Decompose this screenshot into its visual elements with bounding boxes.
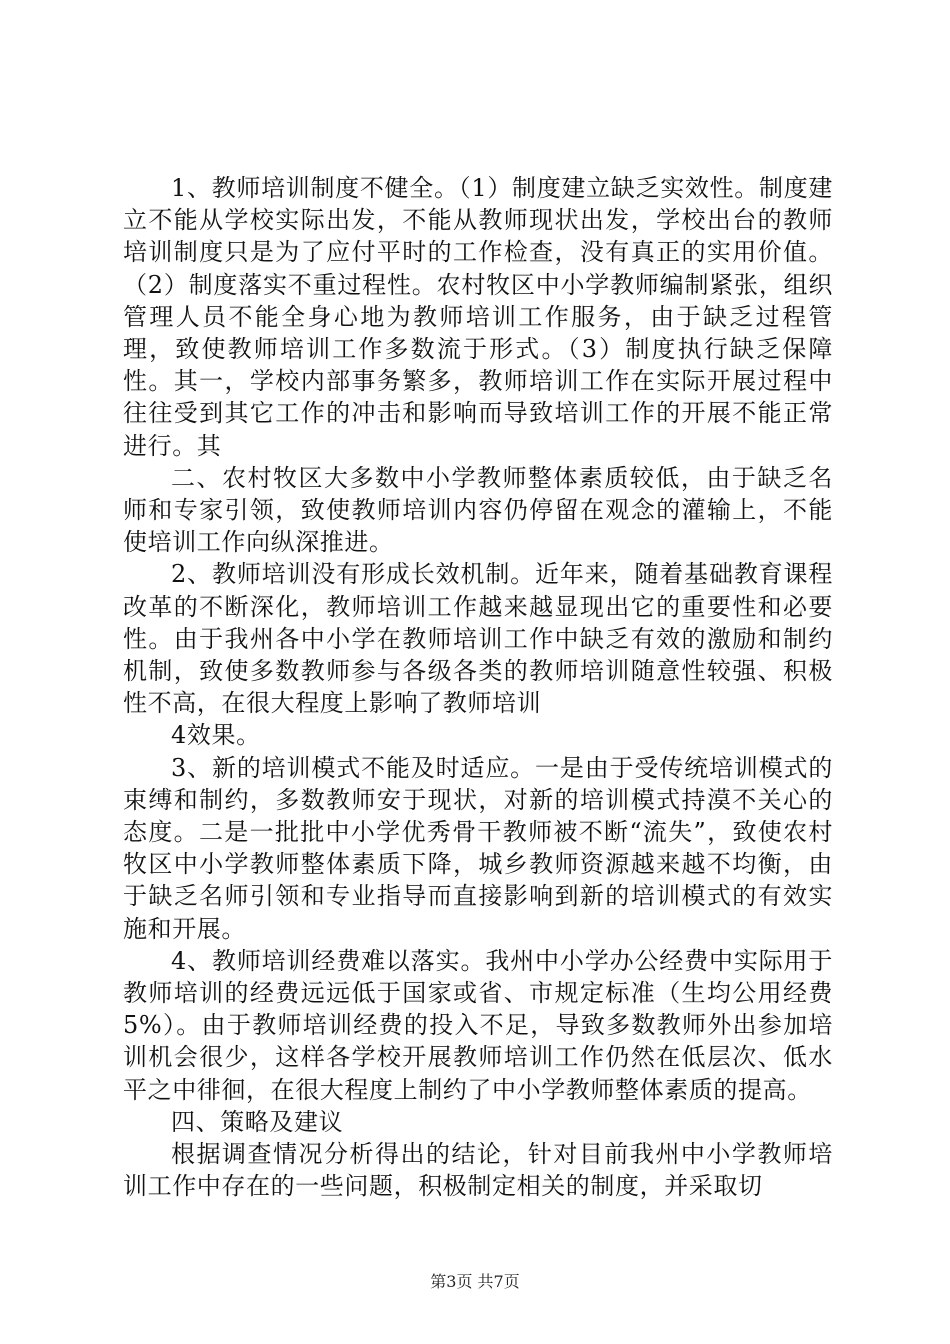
paragraph-conclusion: 根据调查情况分析得出的结论，针对目前我州中小学教师培训工作中存在的一些问题，积极制定相关的制度，并采取切: [123, 1140, 833, 1201]
section-heading-strategy: 四、策略及建议: [171, 1107, 344, 1136]
paragraph-teacher-quality: 二、农村牧区大多数中小学教师整体素质较低，由于缺乏名师和专家引领，致使教师培训内容仍停留在观念的灌输上，不能使培训工作向纵深推进。: [123, 463, 833, 557]
paragraph-long-term-mechanism: 2、教师培训没有形成长效机制。近年来，随着基础教育课程改革的不断深化，教师培训工作越来越显现出它的重要性和必要性。由于我州各中小学在教师培训工作中缺乏有效的激励和制约机制，致使多数教师参与各级各类的教师培训随意性较强、积极性不高，在很大程度上影响了教师培训: [123, 560, 833, 718]
paragraph-training-mode: 3、新的培训模式不能及时适应。一是由于受传统培训模式的束缚和制约，多数教师安于现状，对新的培训模式持漠不关心的态度。二是一批批中小学优秀骨干教师被不断“流失”，致使农村牧区中小学教师整体素质下降，城乡教师资源越来越不均衡，由于缺乏名师引领和专业指导而直接影响到新的培训模式的有效实施和开展。: [123, 753, 833, 943]
paragraph-training-funds: 4、教师培训经费难以落实。我州中小学办公经费中实际用于教师培训的经费远远低于国家或省、市规定标准（生均公用经费5%）。由于教师培训经费的投入不足，导致多数教师外出参加培训机会很少，这样各学校开展教师培训工作仍然在低层次、低水平之中徘徊，在很大程度上制约了中小学教师整体素质的提高。: [123, 946, 833, 1104]
paragraph-effect: 4效果。: [171, 721, 261, 750]
document-body: [123, 172, 833, 1203]
page-number-footer: 第3页 共7页: [430, 1272, 520, 1291]
paragraph-training-system: 1、教师培训制度不健全。（1）制度建立缺乏实效性。制度建立不能从学校实际出发，不能从教师现状出发，学校出台的教师培训制度只是为了应付平时的工作检查，没有真正的实用价值。（2）制度落实不重过程性。农村牧区中小学教师编制紧张，组织管理人员不能全身心地为教师培训工作服务，由于缺乏过程管理，致使教师培训工作多数流于形式。（3）制度执行缺乏保障性。其一，学校内部事务繁多，教师培训工作在实际开展过程中往往受到其它工作的冲击和影响而导致培训工作的开展不能正常进行。其: [123, 174, 833, 460]
